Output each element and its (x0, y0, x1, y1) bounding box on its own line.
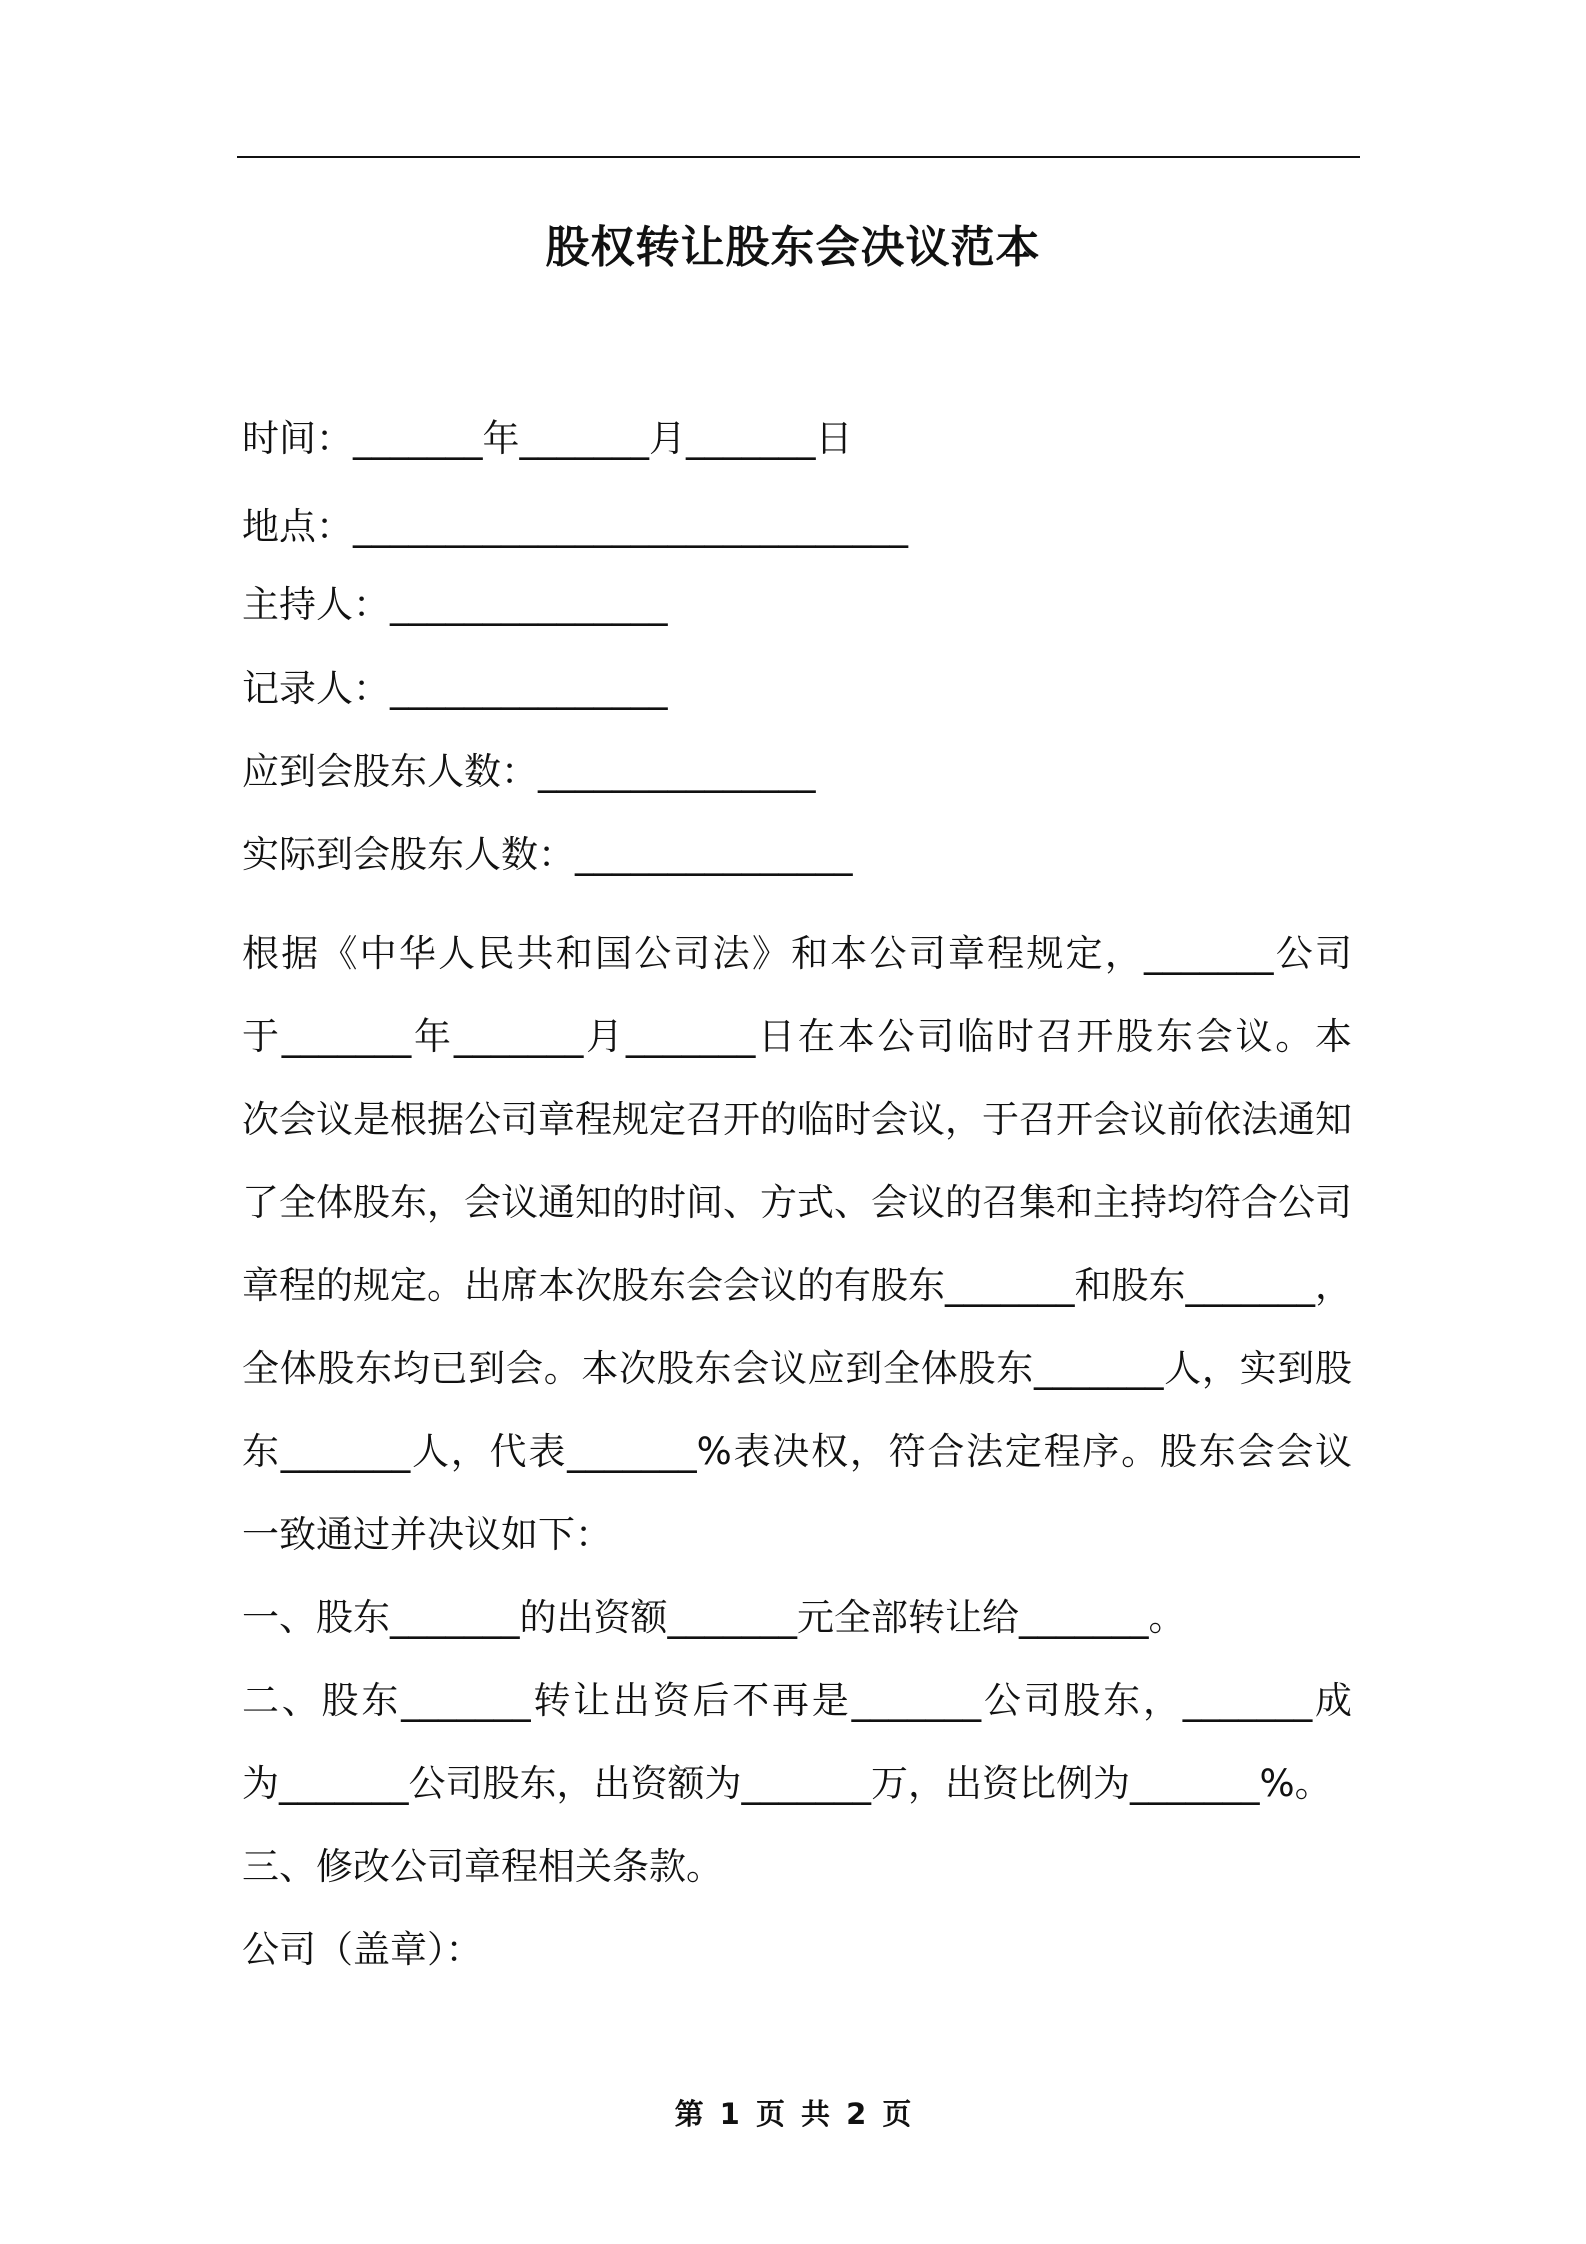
body-line: 于_______年_______月_______日在本公司临时召开股东会议。本 (242, 1015, 1352, 1058)
recorder-field: 记录人：_______________ (242, 667, 668, 710)
body-line: 了全体股东，会议通知的时间、方式、会议的召集和主持均符合公司 (242, 1181, 1352, 1224)
expected-attendance-field: 应到会股东人数：_______________ (242, 750, 816, 793)
body-line: 东_______人，代表_______%表决权，符合法定程序。股东会会议 (242, 1430, 1352, 1473)
resolution-body (242, 912, 1352, 1991)
body-line: 全体股东均已到会。本次股东会议应到全体股东_______人，实到股 (242, 1347, 1352, 1390)
resolution-item-2: 二、股东_______转让出资后不再是_______公司股东，_______成 (242, 1679, 1352, 1722)
resolution-item-1: 一、股东_______的出资额_______元全部转让给_______。 (242, 1596, 1186, 1639)
document-title: 股权转让股东会决议范本 (545, 222, 1041, 273)
location-field: 地点：______________________________ (242, 505, 908, 548)
time-field: 时间：_______年_______月_______日 (242, 417, 853, 460)
resolution-item-2-cont: 为_______公司股东，出资额为_______万，出资比例为_______%。 (242, 1762, 1332, 1805)
body-line: 一致通过并决议如下： (242, 1513, 612, 1556)
page-number: 第 1 页 共 2 页 (674, 2097, 912, 2131)
host-field: 主持人：_______________ (242, 583, 668, 626)
company-seal-line: 公司（盖章）： (242, 1928, 483, 1971)
body-line: 次会议是根据公司章程规定召开的临时会议，于召开会议前依法通知 (242, 1098, 1352, 1141)
body-line: 根据《中华人民共和国公司法》和本公司章程规定，_______公司 (242, 932, 1352, 975)
header-rule (237, 156, 1360, 158)
actual-attendance-field: 实际到会股东人数：_______________ (242, 833, 853, 876)
resolution-item-3: 三、修改公司章程相关条款。 (242, 1845, 723, 1888)
body-line: 章程的规定。出席本次股东会会议的有股东_______和股东_______， (242, 1264, 1352, 1307)
